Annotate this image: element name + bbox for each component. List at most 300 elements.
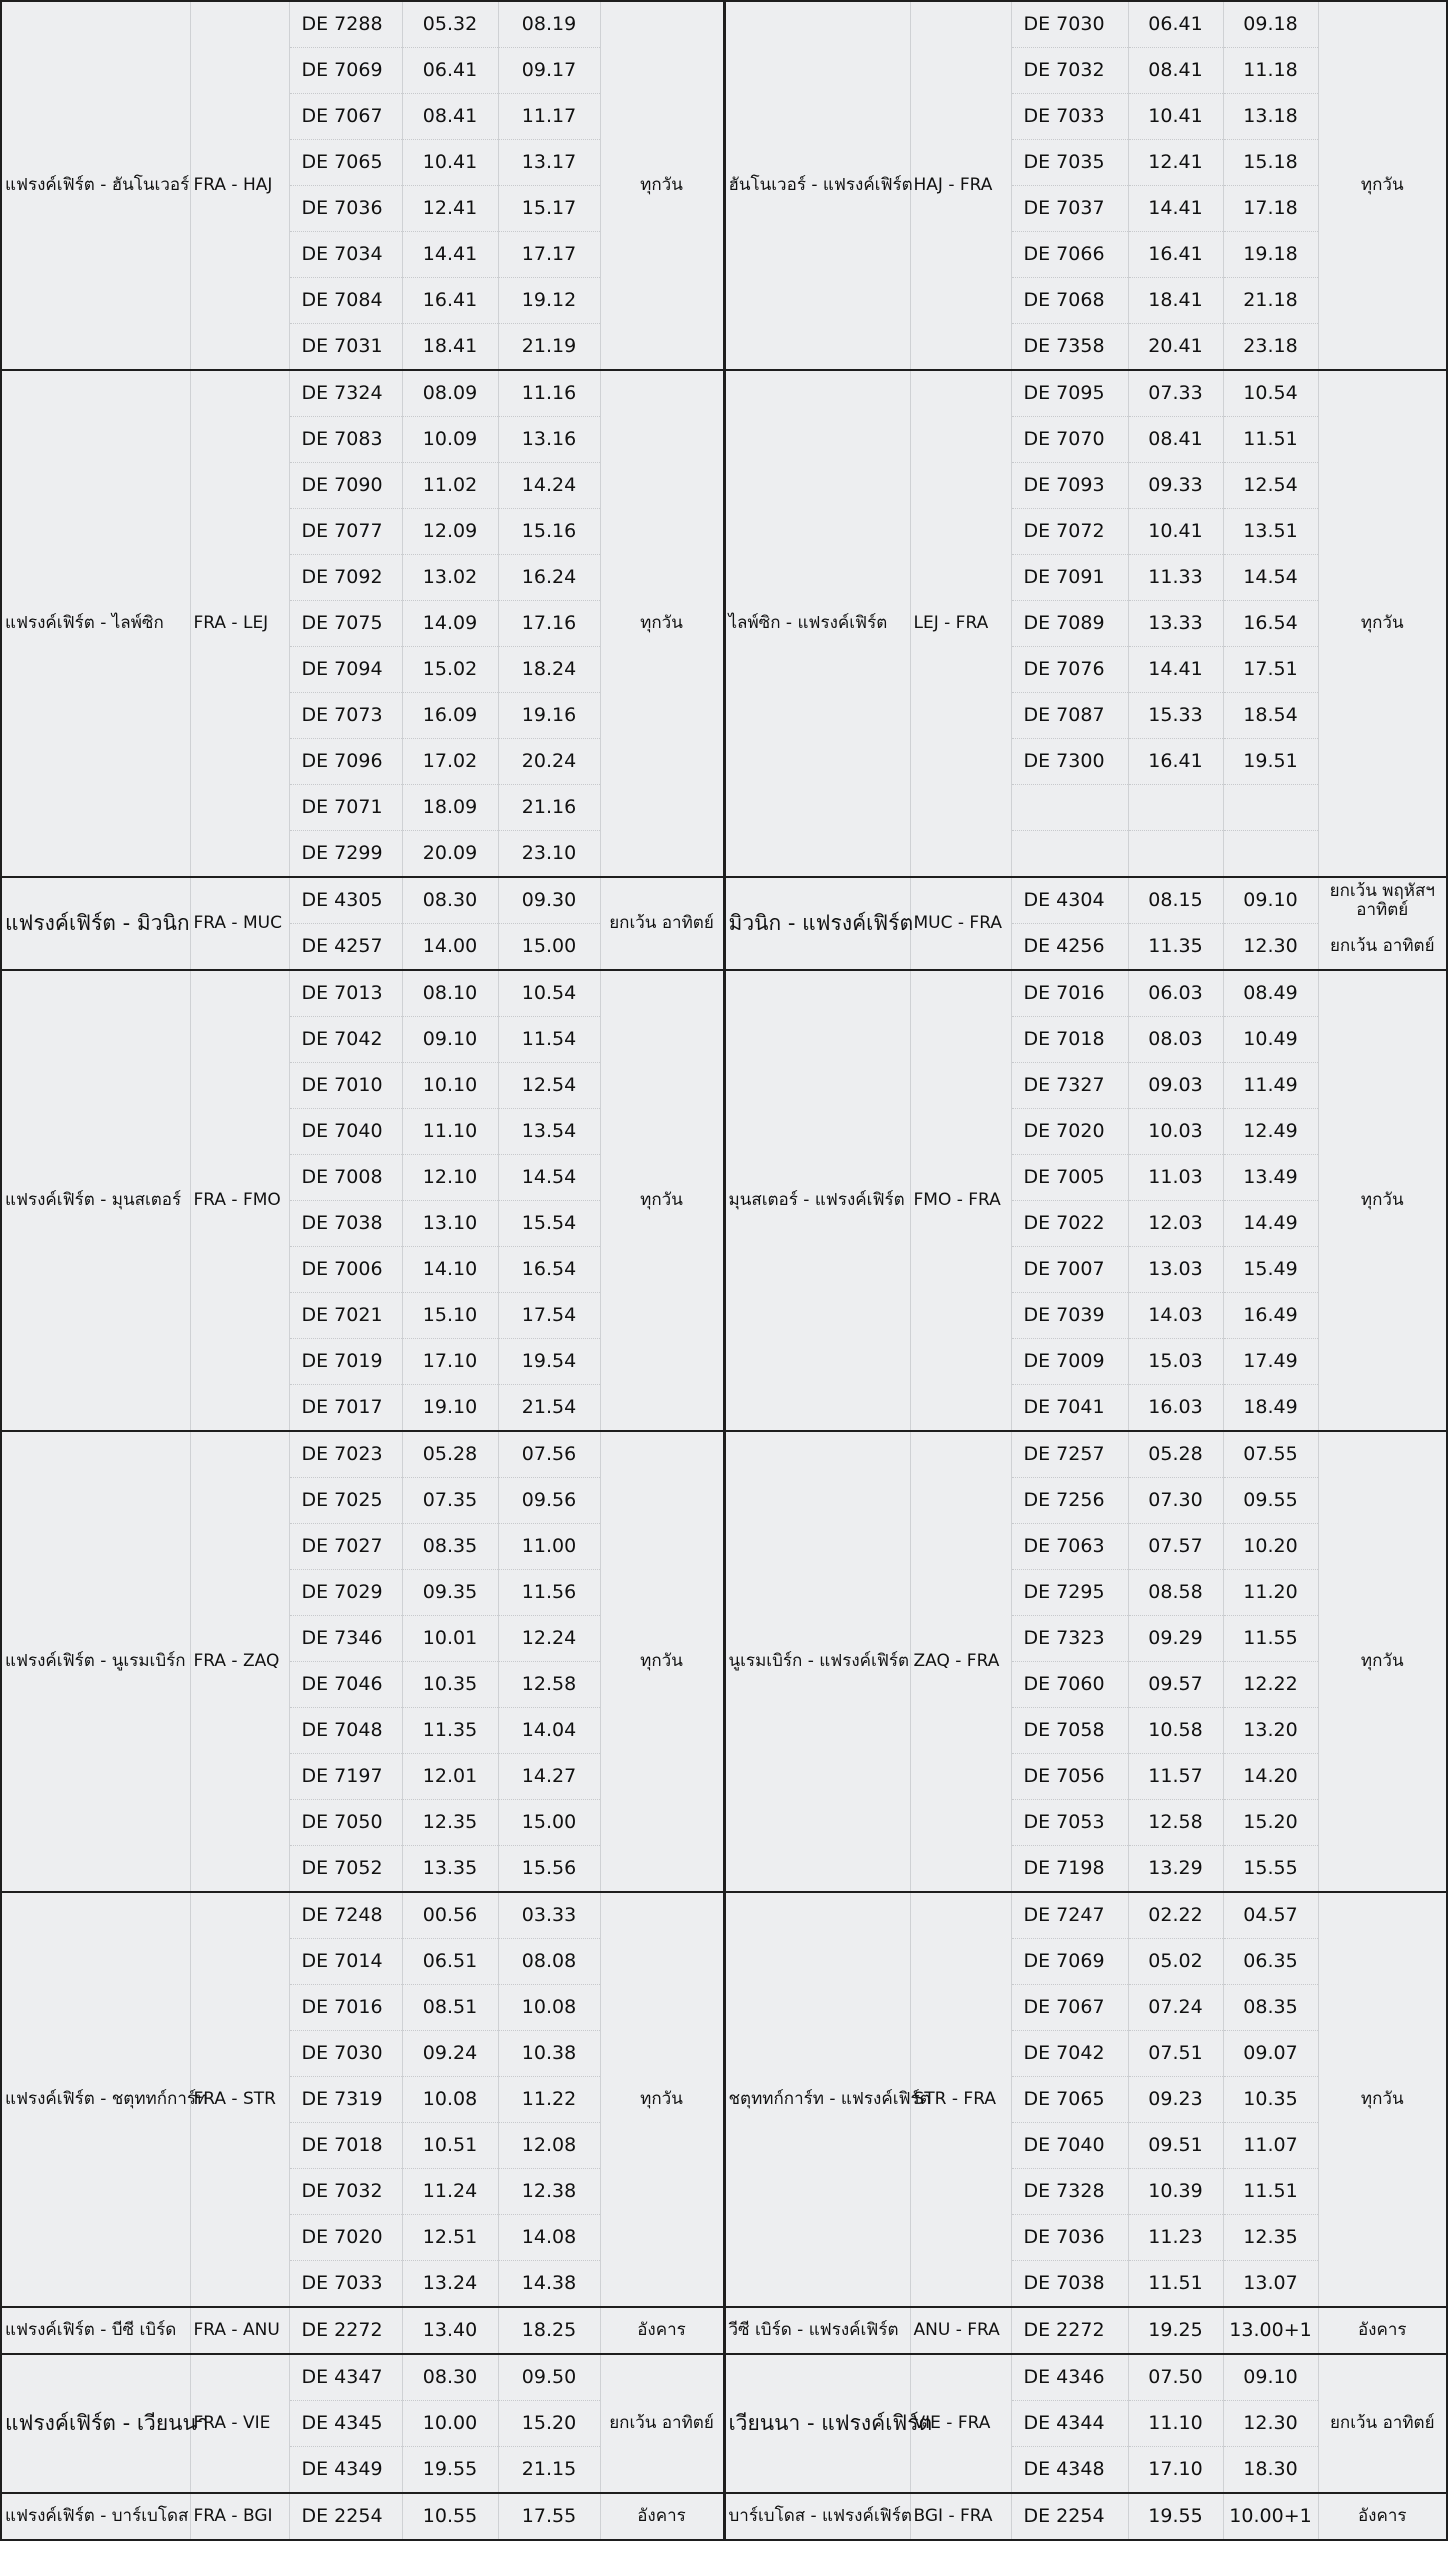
outbound-arrival-time: 11.54 [498,1017,600,1063]
outbound-flight-number: DE 4257 [289,924,402,971]
outbound-arrival-time: 12.54 [498,1063,600,1109]
outbound-departure-time: 12.35 [402,1800,498,1846]
return-flight-number: DE 7257 [1011,1431,1128,1478]
return-flight-number: DE 7058 [1011,1708,1128,1754]
return-flight-number: DE 7198 [1011,1846,1128,1893]
outbound-route: แฟรงค์เฟิร์ต - ไลพ์ซิก [1,370,190,877]
return-departure-time: 11.23 [1128,2215,1223,2261]
outbound-flight-number: DE 7319 [289,2077,402,2123]
outbound-arrival-time: 09.56 [498,1478,600,1524]
return-flight-number: DE 2272 [1011,2307,1128,2354]
outbound-airport-codes: FRA - LEJ [190,370,289,877]
schedule-row [1,2307,1447,2354]
outbound-departure-time: 18.41 [402,324,498,371]
outbound-route: แฟรงค์เฟิร์ต - เวียนนา [1,2354,190,2493]
outbound-arrival-time: 08.08 [498,1939,600,1985]
outbound-flight-number: DE 7034 [289,232,402,278]
return-arrival-time: 11.18 [1223,48,1318,94]
outbound-departure-time: 16.09 [402,693,498,739]
return-flight-number: DE 4346 [1011,2354,1128,2401]
outbound-departure-time: 08.35 [402,1524,498,1570]
outbound-departure-time: 08.10 [402,970,498,1017]
return-departure-time: 08.58 [1128,1570,1223,1616]
outbound-departure-time: 08.41 [402,94,498,140]
return-departure-time: 20.41 [1128,324,1223,371]
outbound-arrival-time: 15.16 [498,509,600,555]
return-arrival-time: 10.35 [1223,2077,1318,2123]
return-arrival-time: 11.51 [1223,2169,1318,2215]
return-arrival-time: 11.07 [1223,2123,1318,2169]
return-arrival-time: 10.00+1 [1223,2493,1318,2540]
outbound-departure-time: 11.02 [402,463,498,509]
outbound-departure-time: 08.51 [402,1985,498,2031]
return-departure-time: 10.41 [1128,509,1223,555]
outbound-departure-time: 14.41 [402,232,498,278]
outbound-flight-number: DE 4345 [289,2401,402,2447]
outbound-arrival-time: 14.24 [498,463,600,509]
outbound-departure-time: 06.51 [402,1939,498,1985]
outbound-flight-number: DE 4305 [289,877,402,924]
return-departure-time: 11.51 [1128,2261,1223,2308]
return-departure-time: 11.35 [1128,924,1223,971]
outbound-flight-number: DE 7040 [289,1109,402,1155]
outbound-departure-time: 13.10 [402,1201,498,1247]
outbound-arrival-time: 12.38 [498,2169,600,2215]
return-flight-number: DE 7087 [1011,693,1128,739]
return-arrival-time: 12.35 [1223,2215,1318,2261]
return-flight-number: DE 7009 [1011,1339,1128,1385]
return-arrival-time: 11.55 [1223,1616,1318,1662]
outbound-route: แฟรงค์เฟิร์ต - มิวนิก [1,877,190,970]
outbound-flight-number: DE 2254 [289,2493,402,2540]
outbound-departure-time: 13.24 [402,2261,498,2308]
outbound-arrival-time: 10.08 [498,1985,600,2031]
outbound-departure-time: 10.00 [402,2401,498,2447]
return-departure-time: 19.25 [1128,2307,1223,2354]
return-route: ชตุททก์การ์ท - แฟรงค์เฟิร์ต [724,1892,910,2307]
return-flight-number: DE 7038 [1011,2261,1128,2308]
return-departure-time: 08.41 [1128,48,1223,94]
outbound-departure-time: 18.09 [402,785,498,831]
return-flight-number: DE 7076 [1011,647,1128,693]
outbound-departure-time: 10.41 [402,140,498,186]
return-flight-number: DE 7036 [1011,2215,1128,2261]
return-arrival-time: 21.18 [1223,278,1318,324]
outbound-arrival-time: 19.12 [498,278,600,324]
return-departure-time: 09.23 [1128,2077,1223,2123]
return-operating-days: อังคาร [1318,2493,1447,2540]
outbound-operating-days: อังคาร [600,2307,724,2354]
return-flight-number: DE 2254 [1011,2493,1128,2540]
outbound-flight-number: DE 2272 [289,2307,402,2354]
return-airport-codes: ANU - FRA [910,2307,1011,2354]
return-departure-time: 11.33 [1128,555,1223,601]
outbound-departure-time: 10.51 [402,2123,498,2169]
return-flight-number: DE 7327 [1011,1063,1128,1109]
return-arrival-time: 12.30 [1223,924,1318,971]
outbound-route: แฟรงค์เฟิร์ต - บาร์เบโดส [1,2493,190,2540]
outbound-route: แฟรงค์เฟิร์ต - บีซี เบิร์ด [1,2307,190,2354]
outbound-departure-time: 09.10 [402,1017,498,1063]
return-departure-time: 10.03 [1128,1109,1223,1155]
return-operating-days: ทุกวัน [1318,1,1447,370]
outbound-arrival-time: 15.00 [498,1800,600,1846]
outbound-arrival-time: 16.54 [498,1247,600,1293]
outbound-arrival-time: 19.54 [498,1339,600,1385]
outbound-arrival-time: 10.54 [498,970,600,1017]
outbound-airport-codes: FRA - BGI [190,2493,289,2540]
outbound-airport-codes: FRA - ZAQ [190,1431,289,1892]
return-flight-number: DE 7030 [1011,1,1128,48]
outbound-arrival-time: 14.04 [498,1708,600,1754]
return-departure-time: 10.58 [1128,1708,1223,1754]
return-arrival-time: 13.18 [1223,94,1318,140]
return-arrival-time: 14.49 [1223,1201,1318,1247]
outbound-airport-codes: FRA - FMO [190,970,289,1431]
return-operating-days: ทุกวัน [1318,970,1447,1431]
outbound-route: แฟรงค์เฟิร์ต - ฮันโนเวอร์ [1,1,190,370]
outbound-flight-number: DE 7050 [289,1800,402,1846]
outbound-departure-time: 12.41 [402,186,498,232]
outbound-flight-number: DE 7324 [289,370,402,417]
return-arrival-time: 18.49 [1223,1385,1318,1432]
return-departure-time: 11.57 [1128,1754,1223,1800]
outbound-arrival-time: 13.17 [498,140,600,186]
outbound-arrival-time: 08.19 [498,1,600,48]
outbound-flight-number: DE 7046 [289,1662,402,1708]
outbound-flight-number: DE 7032 [289,2169,402,2215]
return-arrival-time: 06.35 [1223,1939,1318,1985]
return-departure-time: 09.57 [1128,1662,1223,1708]
outbound-arrival-time: 14.08 [498,2215,600,2261]
return-flight-number: DE 7256 [1011,1478,1128,1524]
return-arrival-time: 11.51 [1223,417,1318,463]
outbound-flight-number: DE 7025 [289,1478,402,1524]
outbound-departure-time: 20.09 [402,831,498,878]
outbound-airport-codes: FRA - MUC [190,877,289,970]
outbound-route: แฟรงค์เฟิร์ต - ชตุททก์การ์ท [1,1892,190,2307]
return-flight-number: DE 7041 [1011,1385,1128,1432]
outbound-arrival-time: 17.54 [498,1293,600,1339]
return-route: นูเรมเบิร์ก - แฟรงค์เฟิร์ต [724,1431,910,1892]
outbound-arrival-time: 09.30 [498,877,600,924]
outbound-departure-time: 10.09 [402,417,498,463]
return-airport-codes: FMO - FRA [910,970,1011,1431]
return-departure-time: 12.58 [1128,1800,1223,1846]
return-flight-number: DE 7295 [1011,1570,1128,1616]
outbound-flight-number: DE 7042 [289,1017,402,1063]
outbound-departure-time: 13.35 [402,1846,498,1893]
return-arrival-time: 13.07 [1223,2261,1318,2308]
outbound-departure-time: 12.01 [402,1754,498,1800]
return-flight-number: DE 7095 [1011,370,1128,417]
return-departure-time: 18.41 [1128,278,1223,324]
outbound-departure-time: 10.08 [402,2077,498,2123]
outbound-flight-number: DE 7092 [289,555,402,601]
outbound-arrival-time: 20.24 [498,739,600,785]
outbound-arrival-time: 11.16 [498,370,600,417]
return-arrival-time: 09.07 [1223,2031,1318,2077]
return-departure-time: 07.24 [1128,1985,1223,2031]
outbound-flight-number: DE 7030 [289,2031,402,2077]
return-departure-time: 13.29 [1128,1846,1223,1893]
return-arrival-time: 16.54 [1223,601,1318,647]
return-arrival-time: 13.51 [1223,509,1318,555]
outbound-arrival-time: 15.00 [498,924,600,971]
return-flight-number: DE 7070 [1011,417,1128,463]
return-flight-number: DE 4304 [1011,877,1128,924]
return-flight-number: DE 7018 [1011,1017,1128,1063]
return-departure-time: 09.29 [1128,1616,1223,1662]
return-arrival-time: 15.49 [1223,1247,1318,1293]
outbound-flight-number: DE 7021 [289,1293,402,1339]
return-departure-time: 13.03 [1128,1247,1223,1293]
return-operating-days: อังคาร [1318,2307,1447,2354]
outbound-departure-time: 09.24 [402,2031,498,2077]
return-airport-codes: STR - FRA [910,1892,1011,2307]
return-arrival-time: 10.49 [1223,1017,1318,1063]
schedule-row [1,2493,1447,2540]
empty-cell [1128,831,1223,878]
return-arrival-time: 09.10 [1223,877,1318,924]
outbound-arrival-time: 10.38 [498,2031,600,2077]
return-arrival-time: 13.20 [1223,1708,1318,1754]
return-arrival-time: 18.54 [1223,693,1318,739]
outbound-flight-number: DE 7029 [289,1570,402,1616]
return-flight-number: DE 7005 [1011,1155,1128,1201]
outbound-flight-number: DE 7027 [289,1524,402,1570]
outbound-arrival-time: 18.24 [498,647,600,693]
return-operating-days: ยกเว้น อาทิตย์ [1318,924,1447,971]
empty-cell [1128,785,1223,831]
return-flight-number: DE 7072 [1011,509,1128,555]
outbound-flight-number: DE 7031 [289,324,402,371]
outbound-operating-days: ทุกวัน [600,1,724,370]
return-departure-time: 02.22 [1128,1892,1223,1939]
return-route: ไลพ์ซิก - แฟรงค์เฟิร์ต [724,370,910,877]
outbound-departure-time: 14.09 [402,601,498,647]
outbound-operating-days: ทุกวัน [600,1892,724,2307]
outbound-departure-time: 10.10 [402,1063,498,1109]
return-flight-number: DE 7091 [1011,555,1128,601]
outbound-arrival-time: 19.16 [498,693,600,739]
return-operating-days: ยกเว้น พฤหัสฯ อาทิตย์ [1318,877,1447,924]
return-arrival-time: 23.18 [1223,324,1318,371]
outbound-departure-time: 11.24 [402,2169,498,2215]
schedule-row [1,1,1447,48]
outbound-operating-days: ทุกวัน [600,370,724,877]
return-flight-number: DE 7323 [1011,1616,1128,1662]
return-flight-number: DE 7328 [1011,2169,1128,2215]
outbound-arrival-time: 13.16 [498,417,600,463]
outbound-flight-number: DE 7036 [289,186,402,232]
outbound-departure-time: 05.28 [402,1431,498,1478]
empty-cell [1011,831,1128,878]
return-flight-number: DE 7069 [1011,1939,1128,1985]
outbound-arrival-time: 23.10 [498,831,600,878]
outbound-flight-number: DE 7073 [289,693,402,739]
outbound-departure-time: 13.02 [402,555,498,601]
return-arrival-time: 19.51 [1223,739,1318,785]
outbound-flight-number: DE 7023 [289,1431,402,1478]
return-departure-time: 05.28 [1128,1431,1223,1478]
outbound-flight-number: DE 7019 [289,1339,402,1385]
return-operating-days: ทุกวัน [1318,1892,1447,2307]
return-airport-codes: BGI - FRA [910,2493,1011,2540]
outbound-arrival-time: 21.19 [498,324,600,371]
return-arrival-time: 18.30 [1223,2447,1318,2494]
empty-cell [1223,785,1318,831]
return-departure-time: 14.41 [1128,186,1223,232]
outbound-airport-codes: FRA - HAJ [190,1,289,370]
return-arrival-time: 12.49 [1223,1109,1318,1155]
return-departure-time: 07.57 [1128,1524,1223,1570]
return-flight-number: DE 7022 [1011,1201,1128,1247]
return-airport-codes: MUC - FRA [910,877,1011,970]
return-departure-time: 16.41 [1128,232,1223,278]
outbound-departure-time: 09.35 [402,1570,498,1616]
outbound-flight-number: DE 7014 [289,1939,402,1985]
outbound-arrival-time: 18.25 [498,2307,600,2354]
return-flight-number: DE 7089 [1011,601,1128,647]
return-departure-time: 15.33 [1128,693,1223,739]
return-flight-number: DE 7007 [1011,1247,1128,1293]
outbound-arrival-time: 17.17 [498,232,600,278]
outbound-arrival-time: 07.56 [498,1431,600,1478]
return-arrival-time: 07.55 [1223,1431,1318,1478]
return-flight-number: DE 7068 [1011,278,1128,324]
return-flight-number: DE 7040 [1011,2123,1128,2169]
outbound-departure-time: 13.40 [402,2307,498,2354]
outbound-flight-number: DE 7069 [289,48,402,94]
outbound-route: แฟรงค์เฟิร์ต - มุนสเตอร์ [1,970,190,1431]
return-route: วีซี เบิร์ด - แฟรงค์เฟิร์ต [724,2307,910,2354]
return-departure-time: 11.10 [1128,2401,1223,2447]
outbound-departure-time: 12.51 [402,2215,498,2261]
return-departure-time: 07.51 [1128,2031,1223,2077]
return-arrival-time: 08.49 [1223,970,1318,1017]
return-flight-number: DE 7042 [1011,2031,1128,2077]
outbound-arrival-time: 17.16 [498,601,600,647]
return-airport-codes: LEJ - FRA [910,370,1011,877]
outbound-departure-time: 19.55 [402,2447,498,2494]
return-flight-number: DE 7358 [1011,324,1128,371]
schedule-row [1,877,1447,924]
outbound-operating-days: อังคาร [600,2493,724,2540]
outbound-flight-number: DE 7197 [289,1754,402,1800]
outbound-departure-time: 12.10 [402,1155,498,1201]
return-arrival-time: 16.49 [1223,1293,1318,1339]
return-departure-time: 07.33 [1128,370,1223,417]
return-departure-time: 09.51 [1128,2123,1223,2169]
outbound-flight-number: DE 7008 [289,1155,402,1201]
return-departure-time: 12.03 [1128,1201,1223,1247]
outbound-departure-time: 07.35 [402,1478,498,1524]
outbound-operating-days: ทุกวัน [600,1431,724,1892]
outbound-flight-number: DE 7016 [289,1985,402,2031]
return-departure-time: 05.02 [1128,1939,1223,1985]
return-route: ฮันโนเวอร์ - แฟรงค์เฟิร์ต [724,1,910,370]
outbound-flight-number: DE 4347 [289,2354,402,2401]
outbound-arrival-time: 15.20 [498,2401,600,2447]
return-operating-days: ทุกวัน [1318,370,1447,877]
return-arrival-time: 12.22 [1223,1662,1318,1708]
return-departure-time: 16.03 [1128,1385,1223,1432]
return-arrival-time: 15.18 [1223,140,1318,186]
return-departure-time: 13.33 [1128,601,1223,647]
return-flight-number: DE 7093 [1011,463,1128,509]
return-airport-codes: HAJ - FRA [910,1,1011,370]
return-flight-number: DE 7033 [1011,94,1128,140]
schedule-body [1,1,1447,2540]
return-arrival-time: 15.55 [1223,1846,1318,1893]
return-departure-time: 08.15 [1128,877,1223,924]
outbound-departure-time: 15.02 [402,647,498,693]
outbound-arrival-time: 15.17 [498,186,600,232]
schedule-row [1,2354,1447,2401]
return-operating-days: ทุกวัน [1318,1431,1447,1892]
return-arrival-time: 19.18 [1223,232,1318,278]
return-arrival-time: 09.10 [1223,2354,1318,2401]
outbound-departure-time: 15.10 [402,1293,498,1339]
outbound-departure-time: 05.32 [402,1,498,48]
outbound-flight-number: DE 7299 [289,831,402,878]
return-arrival-time: 11.20 [1223,1570,1318,1616]
return-arrival-time: 14.20 [1223,1754,1318,1800]
outbound-flight-number: DE 7017 [289,1385,402,1432]
return-departure-time: 06.03 [1128,970,1223,1017]
return-airport-codes: VIE - FRA [910,2354,1011,2493]
outbound-departure-time: 17.10 [402,1339,498,1385]
outbound-operating-days: ทุกวัน [600,970,724,1431]
outbound-airport-codes: FRA - ANU [190,2307,289,2354]
return-flight-number: DE 7056 [1011,1754,1128,1800]
outbound-departure-time: 19.10 [402,1385,498,1432]
return-departure-time: 14.41 [1128,647,1223,693]
return-arrival-time: 12.30 [1223,2401,1318,2447]
return-departure-time: 08.03 [1128,1017,1223,1063]
return-flight-number: DE 4344 [1011,2401,1128,2447]
outbound-arrival-time: 21.15 [498,2447,600,2494]
outbound-departure-time: 14.10 [402,1247,498,1293]
return-departure-time: 12.41 [1128,140,1223,186]
outbound-arrival-time: 14.38 [498,2261,600,2308]
outbound-departure-time: 11.35 [402,1708,498,1754]
return-flight-number: DE 7063 [1011,1524,1128,1570]
outbound-flight-number: DE 7010 [289,1063,402,1109]
outbound-flight-number: DE 7075 [289,601,402,647]
outbound-operating-days: ยกเว้น อาทิตย์ [600,877,724,970]
return-departure-time: 09.33 [1128,463,1223,509]
outbound-flight-number: DE 7248 [289,1892,402,1939]
schedule-row [1,370,1447,417]
return-flight-number: DE 7035 [1011,140,1128,186]
return-route: เวียนนา - แฟรงค์เฟิร์ต [724,2354,910,2493]
outbound-flight-number: DE 7346 [289,1616,402,1662]
outbound-flight-number: DE 7094 [289,647,402,693]
outbound-airport-codes: FRA - VIE [190,2354,289,2493]
outbound-operating-days: ยกเว้น อาทิตย์ [600,2354,724,2493]
return-arrival-time: 11.49 [1223,1063,1318,1109]
outbound-flight-number: DE 7013 [289,970,402,1017]
return-route: มุนสเตอร์ - แฟรงค์เฟิร์ต [724,970,910,1431]
schedule-row [1,1431,1447,1478]
return-departure-time: 14.03 [1128,1293,1223,1339]
return-flight-number: DE 7032 [1011,48,1128,94]
return-flight-number: DE 7067 [1011,1985,1128,2031]
return-flight-number: DE 7053 [1011,1800,1128,1846]
outbound-departure-time: 08.30 [402,2354,498,2401]
